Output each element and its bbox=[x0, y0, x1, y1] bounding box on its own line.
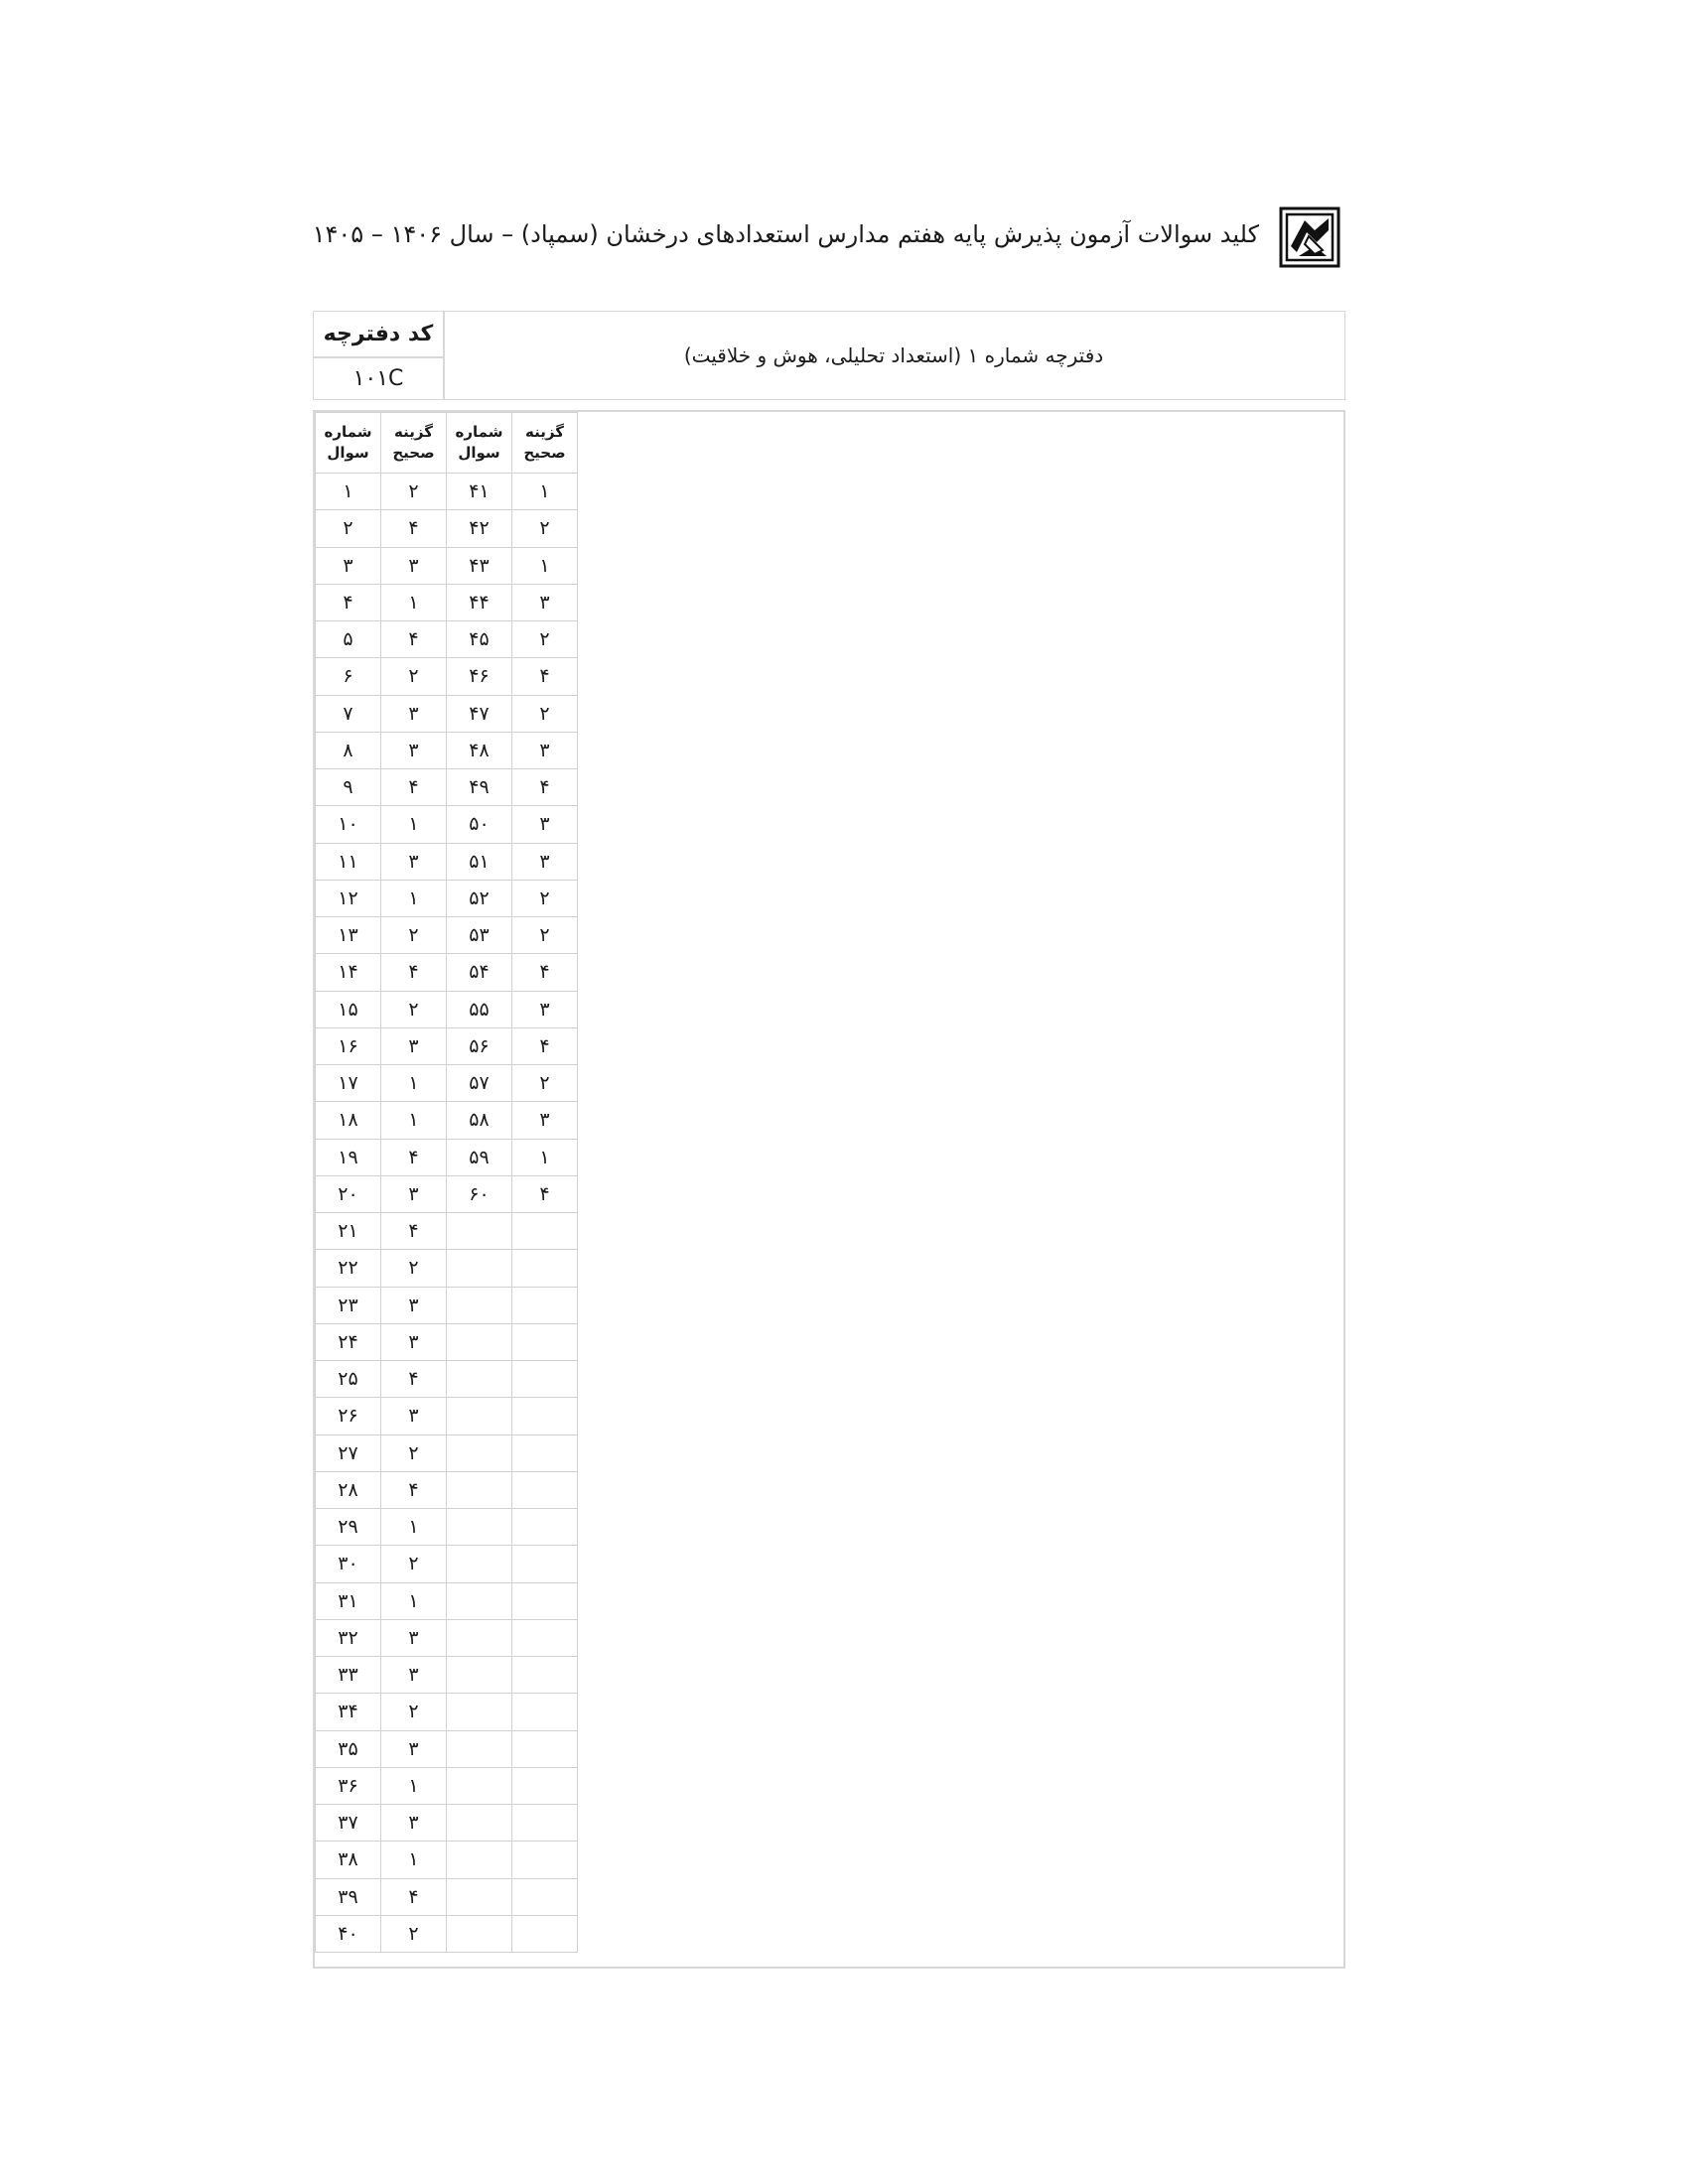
correct-option-cell: ۳ bbox=[381, 1027, 447, 1064]
question-number-cell bbox=[447, 1509, 512, 1546]
question-number-cell: ۵۵ bbox=[447, 991, 512, 1027]
table-row bbox=[316, 510, 578, 547]
booklet-code-label: کد دفترچه bbox=[314, 312, 443, 358]
question-number-cell bbox=[447, 1842, 512, 1878]
table-row bbox=[316, 1213, 578, 1250]
table-row bbox=[316, 1361, 578, 1398]
correct-option-cell: ۱ bbox=[512, 1139, 578, 1175]
correct-option-cell: ۱ bbox=[381, 880, 447, 916]
table-row bbox=[316, 1842, 578, 1878]
table-row bbox=[316, 1175, 578, 1212]
correct-option-cell: ۴ bbox=[512, 769, 578, 806]
question-number-cell: ۲ bbox=[316, 510, 381, 547]
question-number-cell: ۴۴ bbox=[447, 584, 512, 620]
correct-option-cell: ۳ bbox=[381, 1730, 447, 1767]
correct-option-cell: ۴ bbox=[381, 1139, 447, 1175]
question-number-cell: ۱۰ bbox=[316, 806, 381, 843]
question-number-cell: ۲۴ bbox=[316, 1323, 381, 1360]
question-number-cell: ۲۹ bbox=[316, 1509, 381, 1546]
question-number-cell: ۹ bbox=[316, 769, 381, 806]
question-number-cell: ۵۷ bbox=[447, 1065, 512, 1102]
correct-option-cell bbox=[512, 1767, 578, 1804]
correct-option-cell: ۲ bbox=[381, 991, 447, 1027]
correct-option-cell: ۳ bbox=[381, 843, 447, 880]
table-header-row bbox=[316, 413, 578, 474]
question-number-cell: ۷ bbox=[316, 695, 381, 732]
correct-option-cell: ۲ bbox=[381, 1434, 447, 1471]
correct-option-cell bbox=[512, 1509, 578, 1546]
table-row bbox=[316, 695, 578, 732]
table-row bbox=[316, 658, 578, 695]
correct-option-cell bbox=[512, 1915, 578, 1952]
booklet-info-box bbox=[313, 311, 1345, 400]
correct-option-cell: ۳ bbox=[381, 1287, 447, 1323]
correct-option-cell: ۳ bbox=[512, 843, 578, 880]
table-row bbox=[316, 474, 578, 510]
correct-option-cell: ۳ bbox=[381, 695, 447, 732]
correct-option-cell: ۴ bbox=[381, 510, 447, 547]
question-number-cell: ۱۶ bbox=[316, 1027, 381, 1064]
table-row bbox=[316, 1546, 578, 1582]
correct-option-cell: ۱ bbox=[381, 584, 447, 620]
correct-option-cell: ۴ bbox=[381, 1361, 447, 1398]
booklet-code-cell bbox=[314, 312, 445, 399]
answer-key-box bbox=[313, 410, 1345, 1969]
question-number-cell bbox=[447, 1805, 512, 1842]
table-row bbox=[316, 991, 578, 1027]
question-number-cell: ۵ bbox=[316, 621, 381, 658]
correct-option-cell: ۱ bbox=[381, 1842, 447, 1878]
question-number-cell: ۳۸ bbox=[316, 1842, 381, 1878]
question-number-cell: ۲۶ bbox=[316, 1398, 381, 1434]
table-row bbox=[316, 584, 578, 620]
question-number-cell: ۱۸ bbox=[316, 1102, 381, 1139]
correct-option-cell bbox=[512, 1434, 578, 1471]
table-row bbox=[316, 917, 578, 954]
table-row bbox=[316, 1878, 578, 1915]
correct-option-cell: ۴ bbox=[512, 1027, 578, 1064]
correct-option-cell: ۱ bbox=[381, 1102, 447, 1139]
table-row bbox=[316, 621, 578, 658]
question-number-cell bbox=[447, 1434, 512, 1471]
question-number-cell bbox=[447, 1767, 512, 1804]
question-number-cell: ۵۱ bbox=[447, 843, 512, 880]
correct-option-cell: ۳ bbox=[512, 1102, 578, 1139]
question-number-cell: ۳۴ bbox=[316, 1694, 381, 1730]
correct-option-cell: ۱ bbox=[381, 1509, 447, 1546]
correct-option-cell: ۳ bbox=[381, 1619, 447, 1656]
question-number-cell: ۵۴ bbox=[447, 954, 512, 991]
sampad-logo-icon bbox=[1279, 206, 1340, 268]
question-number-cell: ۴۳ bbox=[447, 547, 512, 584]
table-row bbox=[316, 547, 578, 584]
correct-option-cell: ۳ bbox=[381, 1398, 447, 1434]
table-row bbox=[316, 1657, 578, 1694]
question-number-cell bbox=[447, 1619, 512, 1656]
correct-option-cell: ۴ bbox=[381, 621, 447, 658]
correct-option-cell: ۳ bbox=[381, 1175, 447, 1212]
question-number-cell bbox=[447, 1657, 512, 1694]
question-number-cell bbox=[447, 1546, 512, 1582]
table-row bbox=[316, 1730, 578, 1767]
question-number-cell: ۵۰ bbox=[447, 806, 512, 843]
question-number-cell: ۳۹ bbox=[316, 1878, 381, 1915]
correct-option-cell bbox=[512, 1546, 578, 1582]
question-number-cell: ۵۲ bbox=[447, 880, 512, 916]
question-number-cell: ۲۵ bbox=[316, 1361, 381, 1398]
correct-option-cell: ۴ bbox=[512, 658, 578, 695]
table-row bbox=[316, 1323, 578, 1360]
question-number-cell bbox=[447, 1213, 512, 1250]
correct-option-cell: ۳ bbox=[381, 732, 447, 768]
question-number-cell: ۳۲ bbox=[316, 1619, 381, 1656]
table-row bbox=[316, 843, 578, 880]
page-title: کلید سوالات آزمون پذیرش پایه هفتم مدارس استعدادهای درخشان (سمپاد) – سال ۱۴۰۶ – ۱۴۰۵ bbox=[312, 220, 1259, 248]
correct-option-cell bbox=[512, 1250, 578, 1287]
question-number-cell: ۳۰ bbox=[316, 1546, 381, 1582]
booklet-code-value: ۱۰۱C bbox=[352, 366, 404, 391]
question-number-cell: ۴ bbox=[316, 584, 381, 620]
correct-option-cell: ۴ bbox=[381, 1471, 447, 1508]
question-number-cell: ۱۴ bbox=[316, 954, 381, 991]
question-number-cell: ۳۵ bbox=[316, 1730, 381, 1767]
correct-option-cell: ۱ bbox=[381, 1065, 447, 1102]
table-row bbox=[316, 1767, 578, 1804]
correct-option-cell: ۴ bbox=[381, 954, 447, 991]
correct-option-cell: ۱ bbox=[512, 547, 578, 584]
table-row bbox=[316, 1694, 578, 1730]
correct-option-cell bbox=[512, 1878, 578, 1915]
question-number-cell: ۲۰ bbox=[316, 1175, 381, 1212]
correct-option-cell: ۲ bbox=[512, 1065, 578, 1102]
correct-option-cell: ۲ bbox=[381, 917, 447, 954]
question-number-cell: ۴۰ bbox=[316, 1915, 381, 1952]
question-number-cell: ۵۳ bbox=[447, 917, 512, 954]
column-header-correct-option: گزینه صحیح bbox=[512, 413, 578, 474]
question-number-cell: ۲۱ bbox=[316, 1213, 381, 1250]
question-number-cell: ۱۲ bbox=[316, 880, 381, 916]
question-number-cell: ۲۲ bbox=[316, 1250, 381, 1287]
correct-option-cell bbox=[512, 1619, 578, 1656]
correct-option-cell bbox=[512, 1323, 578, 1360]
table-row bbox=[316, 1805, 578, 1842]
table-row bbox=[316, 732, 578, 768]
table-row bbox=[316, 1619, 578, 1656]
table-row bbox=[316, 1434, 578, 1471]
correct-option-cell: ۳ bbox=[512, 806, 578, 843]
question-number-cell bbox=[447, 1694, 512, 1730]
correct-option-cell bbox=[512, 1287, 578, 1323]
column-header-question-number: شماره سوال bbox=[447, 413, 512, 474]
question-number-cell: ۵۸ bbox=[447, 1102, 512, 1139]
question-number-cell: ۱ bbox=[316, 474, 381, 510]
correct-option-cell: ۳ bbox=[512, 732, 578, 768]
question-number-cell: ۳۳ bbox=[316, 1657, 381, 1694]
table-row bbox=[316, 1102, 578, 1139]
question-number-cell: ۴۷ bbox=[447, 695, 512, 732]
correct-option-cell: ۲ bbox=[381, 658, 447, 695]
question-number-cell bbox=[447, 1361, 512, 1398]
question-number-cell: ۸ bbox=[316, 732, 381, 768]
correct-option-cell: ۳ bbox=[381, 1657, 447, 1694]
table-row bbox=[316, 1582, 578, 1619]
table-row bbox=[316, 1471, 578, 1508]
table-row bbox=[316, 880, 578, 916]
correct-option-cell: ۴ bbox=[512, 1175, 578, 1212]
correct-option-cell: ۲ bbox=[512, 880, 578, 916]
correct-option-cell: ۴ bbox=[381, 1878, 447, 1915]
correct-option-cell: ۲ bbox=[512, 917, 578, 954]
correct-option-cell: ۴ bbox=[381, 1213, 447, 1250]
question-number-cell: ۴۹ bbox=[447, 769, 512, 806]
question-number-cell bbox=[447, 1323, 512, 1360]
correct-option-cell: ۴ bbox=[512, 954, 578, 991]
correct-option-cell bbox=[512, 1694, 578, 1730]
correct-option-cell: ۲ bbox=[512, 510, 578, 547]
correct-option-cell: ۳ bbox=[381, 547, 447, 584]
question-number-cell: ۲۷ bbox=[316, 1434, 381, 1471]
page-header bbox=[312, 206, 1340, 270]
question-number-cell bbox=[447, 1730, 512, 1767]
booklet-title: دفترچه شماره ۱ (استعداد تحلیلی، هوش و خلاقیت) bbox=[683, 343, 1104, 367]
question-number-cell: ۳ bbox=[316, 547, 381, 584]
correct-option-cell: ۱ bbox=[381, 1767, 447, 1804]
question-number-cell bbox=[447, 1915, 512, 1952]
correct-option-cell bbox=[512, 1657, 578, 1694]
answer-key-table bbox=[315, 412, 578, 1953]
correct-option-cell bbox=[512, 1213, 578, 1250]
question-number-cell bbox=[447, 1878, 512, 1915]
question-number-cell: ۱۹ bbox=[316, 1139, 381, 1175]
column-header-correct-option: گزینه صحیح bbox=[381, 413, 447, 474]
correct-option-cell bbox=[512, 1730, 578, 1767]
question-number-cell: ۲۳ bbox=[316, 1287, 381, 1323]
table-row bbox=[316, 1065, 578, 1102]
table-row bbox=[316, 1915, 578, 1952]
correct-option-cell bbox=[512, 1398, 578, 1434]
question-number-cell: ۴۸ bbox=[447, 732, 512, 768]
question-number-cell: ۲۸ bbox=[316, 1471, 381, 1508]
table-row bbox=[316, 1250, 578, 1287]
correct-option-cell bbox=[512, 1361, 578, 1398]
question-number-cell bbox=[447, 1471, 512, 1508]
question-number-cell: ۶ bbox=[316, 658, 381, 695]
table-row bbox=[316, 1509, 578, 1546]
correct-option-cell: ۲ bbox=[512, 695, 578, 732]
correct-option-cell: ۲ bbox=[381, 1546, 447, 1582]
table-row bbox=[316, 954, 578, 991]
question-number-cell: ۳۷ bbox=[316, 1805, 381, 1842]
correct-option-cell: ۲ bbox=[381, 1250, 447, 1287]
correct-option-cell bbox=[512, 1805, 578, 1842]
correct-option-cell: ۳ bbox=[512, 991, 578, 1027]
question-number-cell: ۳۶ bbox=[316, 1767, 381, 1804]
question-number-cell: ۴۵ bbox=[447, 621, 512, 658]
correct-option-cell: ۲ bbox=[381, 474, 447, 510]
question-number-cell: ۴۶ bbox=[447, 658, 512, 695]
question-number-cell bbox=[447, 1582, 512, 1619]
question-number-cell bbox=[447, 1398, 512, 1434]
correct-option-cell: ۴ bbox=[381, 769, 447, 806]
question-number-cell: ۱۱ bbox=[316, 843, 381, 880]
correct-option-cell bbox=[512, 1842, 578, 1878]
table-row bbox=[316, 806, 578, 843]
correct-option-cell: ۳ bbox=[381, 1805, 447, 1842]
question-number-cell: ۱۵ bbox=[316, 991, 381, 1027]
question-number-cell bbox=[447, 1250, 512, 1287]
table-row bbox=[316, 1139, 578, 1175]
question-number-cell: ۱۳ bbox=[316, 917, 381, 954]
question-number-cell: ۴۲ bbox=[447, 510, 512, 547]
correct-option-cell: ۳ bbox=[381, 1323, 447, 1360]
table-row bbox=[316, 1287, 578, 1323]
correct-option-cell: ۱ bbox=[381, 806, 447, 843]
correct-option-cell: ۲ bbox=[512, 621, 578, 658]
correct-option-cell: ۲ bbox=[381, 1915, 447, 1952]
question-number-cell: ۱۷ bbox=[316, 1065, 381, 1102]
correct-option-cell: ۲ bbox=[381, 1694, 447, 1730]
question-number-cell: ۳۱ bbox=[316, 1582, 381, 1619]
question-number-cell: ۵۶ bbox=[447, 1027, 512, 1064]
correct-option-cell: ۳ bbox=[512, 584, 578, 620]
question-number-cell bbox=[447, 1287, 512, 1323]
correct-option-cell bbox=[512, 1582, 578, 1619]
table-row bbox=[316, 1027, 578, 1064]
table-row bbox=[316, 1398, 578, 1434]
correct-option-cell bbox=[512, 1471, 578, 1508]
table-row bbox=[316, 769, 578, 806]
question-number-cell: ۴۱ bbox=[447, 474, 512, 510]
column-header-question-number: شماره سوال bbox=[316, 413, 381, 474]
question-number-cell: ۵۹ bbox=[447, 1139, 512, 1175]
correct-option-cell: ۱ bbox=[512, 474, 578, 510]
correct-option-cell: ۱ bbox=[381, 1582, 447, 1619]
question-number-cell: ۶۰ bbox=[447, 1175, 512, 1212]
